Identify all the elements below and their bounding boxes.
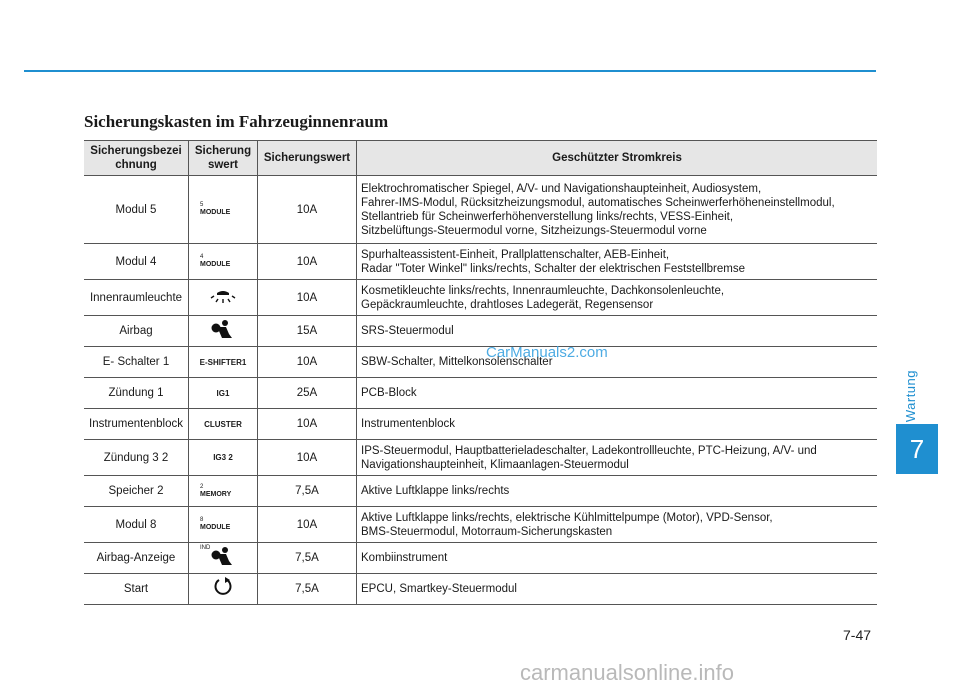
protected-circuit-cell: [357, 176, 878, 244]
fuse-symbol-cell: [189, 507, 258, 543]
circuit-line: Stellantrieb für Scheinwerferhöhenverstellung links/rechts, VESS-Einheit,: [361, 210, 734, 223]
fuse-rating-cell: 10A: [258, 507, 357, 543]
symbol-superscript: 8: [200, 517, 204, 523]
circuit-line: IPS-Steuermodul, Hauptbatterieladeschalter, Ladekontrollleuchte, PTC-Heizung, A/V- und: [361, 444, 817, 457]
fuse-symbol-cell: [189, 409, 258, 440]
fuse-symbol-label: E-SHIFTER1: [199, 357, 247, 367]
table-row: [84, 409, 877, 440]
airbag-icon: [210, 330, 236, 342]
fuse-symbol-label: MEMORY: [200, 490, 232, 498]
fuse-symbol-cell: [189, 440, 258, 476]
start-icon: [212, 588, 234, 600]
protected-circuit-cell: [357, 347, 878, 378]
table-row: [84, 440, 877, 476]
column-header-name: Sicherungsbezei chnung: [84, 141, 189, 176]
table-row: [84, 280, 877, 316]
fuse-rating-cell: 10A: [258, 347, 357, 378]
fuse-symbol-cell: [189, 378, 258, 409]
fuse-symbol-cell: [189, 316, 258, 347]
fuse-rating-cell: 15A: [258, 316, 357, 347]
fuse-name-cell: Zündung 1: [84, 378, 189, 409]
room-lamp-icon: [210, 296, 236, 308]
fuse-name-cell: Start: [84, 574, 189, 605]
page-number: 7-47: [843, 627, 872, 643]
fuse-name-cell: Zündung 3 2: [84, 440, 189, 476]
fuse-symbol-label: MODULE: [200, 209, 231, 216]
circuit-line: SRS-Steuermodul: [361, 325, 454, 337]
fuse-rating-cell: 7,5A: [258, 543, 357, 574]
fuse-rating-cell: 10A: [258, 440, 357, 476]
table-row: [84, 378, 877, 409]
protected-circuit-cell: [357, 316, 878, 347]
fuse-name-cell: Speicher 2: [84, 476, 189, 507]
protected-circuit-cell: [357, 574, 878, 605]
circuit-line: Kosmetikleuchte links/rechts, Innenraumleuchte, Dachkonsolenleuchte,: [361, 284, 725, 297]
circuit-line: Gepäckraumleuchte, drahtloses Ladegerät, Regensensor: [361, 298, 654, 311]
protected-circuit-cell: [357, 507, 878, 543]
fuse-symbol-cell: [189, 176, 258, 244]
fuse-name-cell: Innenraumleuchte: [84, 280, 189, 316]
side-section-label: Wartung: [903, 370, 918, 423]
fuse-rating-cell: 10A: [258, 409, 357, 440]
fuse-name-cell: Modul 4: [84, 244, 189, 280]
airbag-indicator-icon: [210, 557, 236, 569]
fuse-symbol-cell: [189, 280, 258, 316]
symbol-superscript: 4: [200, 254, 204, 260]
fuse-name-cell: Modul 8: [84, 507, 189, 543]
fuse-symbol-cell: [189, 244, 258, 280]
circuit-line: Kombiinstrument: [361, 552, 448, 564]
fuse-rating-cell: 10A: [258, 280, 357, 316]
protected-circuit-cell: [357, 440, 878, 476]
circuit-line: PCB-Block: [361, 387, 417, 399]
circuit-line: SBW-Schalter, Mittelkonsolenschalter: [361, 356, 553, 368]
fuse-name-cell: Instrumentenblock: [84, 409, 189, 440]
circuit-line: BMS-Steuermodul, Motorraum-Sicherungskasten: [361, 525, 613, 538]
table-row: [84, 574, 877, 605]
fuse-name-cell: E- Schalter 1: [84, 347, 189, 378]
fuse-table: [84, 140, 877, 605]
fuse-symbol-cell: [189, 347, 258, 378]
fuse-name-cell: Modul 5: [84, 176, 189, 244]
table-row: [84, 476, 877, 507]
table-header-row: [84, 141, 877, 176]
fuse-name-cell: Airbag-Anzeige: [84, 543, 189, 574]
column-header-value: Sicherungswert: [258, 141, 357, 176]
symbol-superscript: 5: [200, 202, 204, 208]
circuit-line: Sitzbelüftungs-Steuermodul vorne, Sitzheizungs-Steuermodul vorne: [361, 224, 707, 237]
symbol-superscript: IND: [200, 545, 211, 551]
fuse-rating-cell: 25A: [258, 378, 357, 409]
protected-circuit-cell: [357, 543, 878, 574]
chapter-number-badge: 7: [896, 424, 938, 474]
fuse-symbol-cell: [189, 476, 258, 507]
fuse-symbol-label: CLUSTER: [204, 419, 242, 429]
circuit-line: Aktive Luftklappe links/rechts, elektrische Kühlmittelpumpe (Motor), VPD-Sensor,: [361, 511, 773, 524]
protected-circuit-cell: [357, 378, 878, 409]
fuse-rating-cell: 7,5A: [258, 476, 357, 507]
circuit-line: Elektrochromatischer Spiegel, A/V- und Navigationshaupteinheit, Audiosystem,: [361, 182, 762, 195]
protected-circuit-cell: [357, 476, 878, 507]
circuit-line: Navigationshaupteinheit, Klimaanlagen-Steuermodul: [361, 458, 629, 471]
table-row: [84, 176, 877, 244]
circuit-line: Radar "Toter Winkel" links/rechts, Schalter der elektrischen Feststellbremse: [361, 262, 745, 275]
watermark-footer: carmanualsonline.info: [520, 660, 735, 685]
fuse-rating-cell: 10A: [258, 176, 357, 244]
table-row: [84, 244, 877, 280]
fuse-rating-cell: 7,5A: [258, 574, 357, 605]
circuit-line: Aktive Luftklappe links/rechts: [361, 485, 510, 497]
fuse-symbol-label: MODULE: [200, 261, 231, 268]
section-title: Sicherungskasten im Fahrzeuginnenraum: [84, 112, 389, 131]
fuse-name-cell: Airbag: [84, 316, 189, 347]
fuse-symbol-cell: [189, 543, 258, 574]
symbol-superscript: 2: [200, 483, 204, 490]
fuse-symbol-label: MODULE: [200, 524, 231, 531]
fuse-table-body: [84, 176, 877, 605]
circuit-line: Fahrer-IMS-Modul, Rücksitzheizungsmodul, automatisches Scheinwerferhöheneinstellmodul,: [361, 196, 835, 209]
circuit-line: EPCU, Smartkey-Steuermodul: [361, 583, 517, 595]
fuse-symbol-label: IG1: [216, 388, 230, 398]
protected-circuit-cell: [357, 244, 878, 280]
column-header-symbol: Sicherung swert: [189, 141, 258, 176]
fuse-symbol-label: IG3 2: [213, 453, 233, 462]
table-row: [84, 507, 877, 543]
column-header-circuit: Geschützter Stromkreis: [357, 141, 878, 176]
top-rule: [24, 70, 876, 72]
fuse-symbol-cell: [189, 574, 258, 605]
circuit-line: Spurhalteassistent-Einheit, Prallplattenschalter, AEB-Einheit,: [361, 248, 670, 261]
protected-circuit-cell: [357, 409, 878, 440]
watermark-carmanuals: CarManuals2.com: [486, 344, 608, 361]
circuit-line: Instrumentenblock: [361, 418, 455, 430]
protected-circuit-cell: [357, 280, 878, 316]
table-row: [84, 316, 877, 347]
fuse-rating-cell: 10A: [258, 244, 357, 280]
table-row: [84, 543, 877, 574]
table-row: [84, 347, 877, 378]
